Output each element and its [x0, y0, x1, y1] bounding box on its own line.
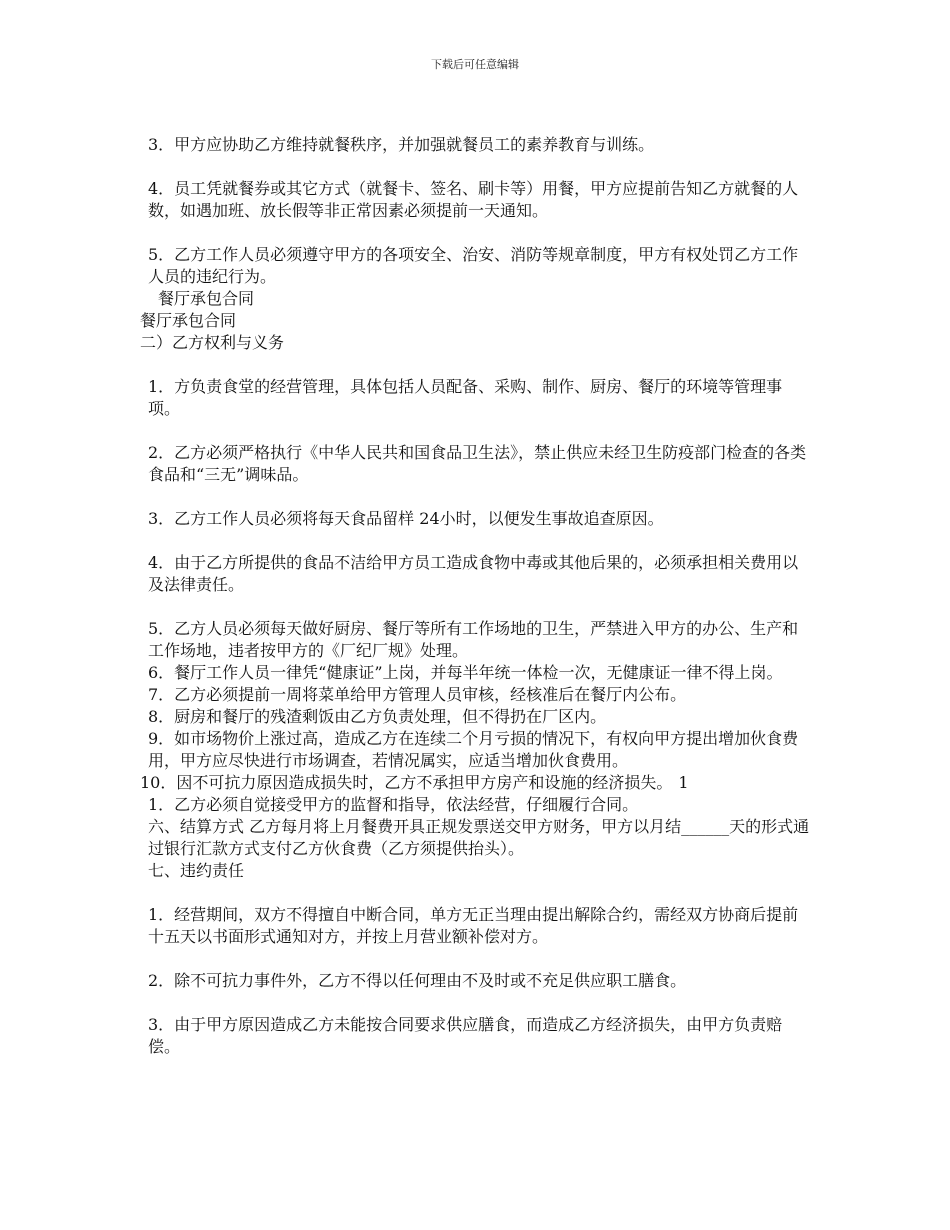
clause-paragraph: 3．甲方应协助乙方维持就餐秩序，并加强就餐员工的素养教育与训练。 — [148, 135, 655, 154]
document-title: 餐厅承包合同 — [158, 289, 255, 308]
clause-paragraph: 1．方负责食堂的经营管理，具体包括人员配备、采购、制作、厨房、餐厅的环境等管理事项。 — [148, 377, 783, 418]
section-paragraph: 六、结算方式 乙方每月将上月餐费开具正规发票送交甲方财务，甲方以月结______天的形式通过银行汇款方式支付乙方伙食费（乙方须提供抬头）。 — [148, 817, 810, 858]
section-heading: 七、违约责任 — [148, 861, 245, 880]
clause-paragraph: 1．乙方必须自觉接受甲方的监督和指导，依法经营，仔细履行合同。 — [148, 795, 639, 814]
clause-paragraph: 2．除不可抗力事件外，乙方不得以任何理由不及时或不充足供应职工膳食。 — [148, 971, 687, 990]
clause-paragraph: 3．由于甲方原因造成乙方未能按合同要求供应膳食，而造成乙方经济损失，由甲方负责赔偿。 — [148, 1015, 783, 1056]
clause-paragraph: 6．餐厅工作人员一律凭“健康证”上岗，并每半年统一体检一次，无健康证一律不得上岗。 — [148, 663, 783, 682]
clause-paragraph: 4．由于乙方所提供的食品不洁给甲方员工造成食物中毒或其他后果的，必须承担相关费用以及法律责任。 — [148, 553, 799, 594]
clause-paragraph: 5．乙方工作人员必须遵守甲方的各项安全、治安、消防等规章制度，甲方有权处罚乙方工作人员的违纪行为。 — [148, 245, 799, 286]
clause-paragraph: 5．乙方人员必须每天做好厨房、餐厅等所有工作场地的卫生，严禁进入甲方的办公、生产和工作场地，违者按甲方的《厂纪厂规》处理。 — [148, 619, 799, 660]
page-number: 1 — [678, 773, 689, 792]
clause-paragraph: 7．乙方必须提前一周将菜单给甲方管理人员审核，经核准后在餐厅内公布。 — [148, 685, 687, 704]
page-header-note: 下载后可任意编辑 — [431, 58, 519, 71]
clause-paragraph — [140, 772, 812, 794]
clause-paragraph: 9．如市场物价上涨过高，造成乙方在连续二个月亏损的情况下，有权向甲方提出增加伙食费用，甲方应尽快进行市场调查，若情况属实，应适当增加伙食费用。 — [148, 729, 799, 770]
clause-paragraph: 2．乙方必须严格执行《中华人民共和国食品卫生法》，禁止供应未经卫生防疫部门检查的各类食品和“三无”调味品。 — [148, 443, 807, 484]
document-body — [140, 134, 812, 1058]
clause-paragraph: 4．员工凭就餐券或其它方式（就餐卡、签名、刷卡等）用餐，甲方应提前告知乙方就餐的人数，如遇加班、放长假等非正常因素必须提前一天通知。 — [148, 179, 799, 220]
clause-paragraph: 8．厨房和餐厅的残渣剩饭由乙方负责处理，但不得扔在厂区内。 — [148, 707, 607, 726]
document-title: 餐厅承包合同 — [140, 311, 237, 330]
clause-paragraph: 1．经营期间，双方不得擅自中断合同，单方无正当理由提出解除合约，需经双方协商后提前十五天以书面形式通知对方，并按上月营业额补偿对方。 — [148, 905, 799, 946]
section-heading: 二）乙方权利与义务 — [140, 333, 285, 352]
clause-paragraph: 3．乙方工作人员必须将每天食品留样 24小时，以便发生事故追查原因。 — [148, 509, 664, 528]
clause-text: 10．因不可抗力原因造成损失时，乙方不承担甲方房产和设施的经济损失。 — [140, 773, 673, 792]
